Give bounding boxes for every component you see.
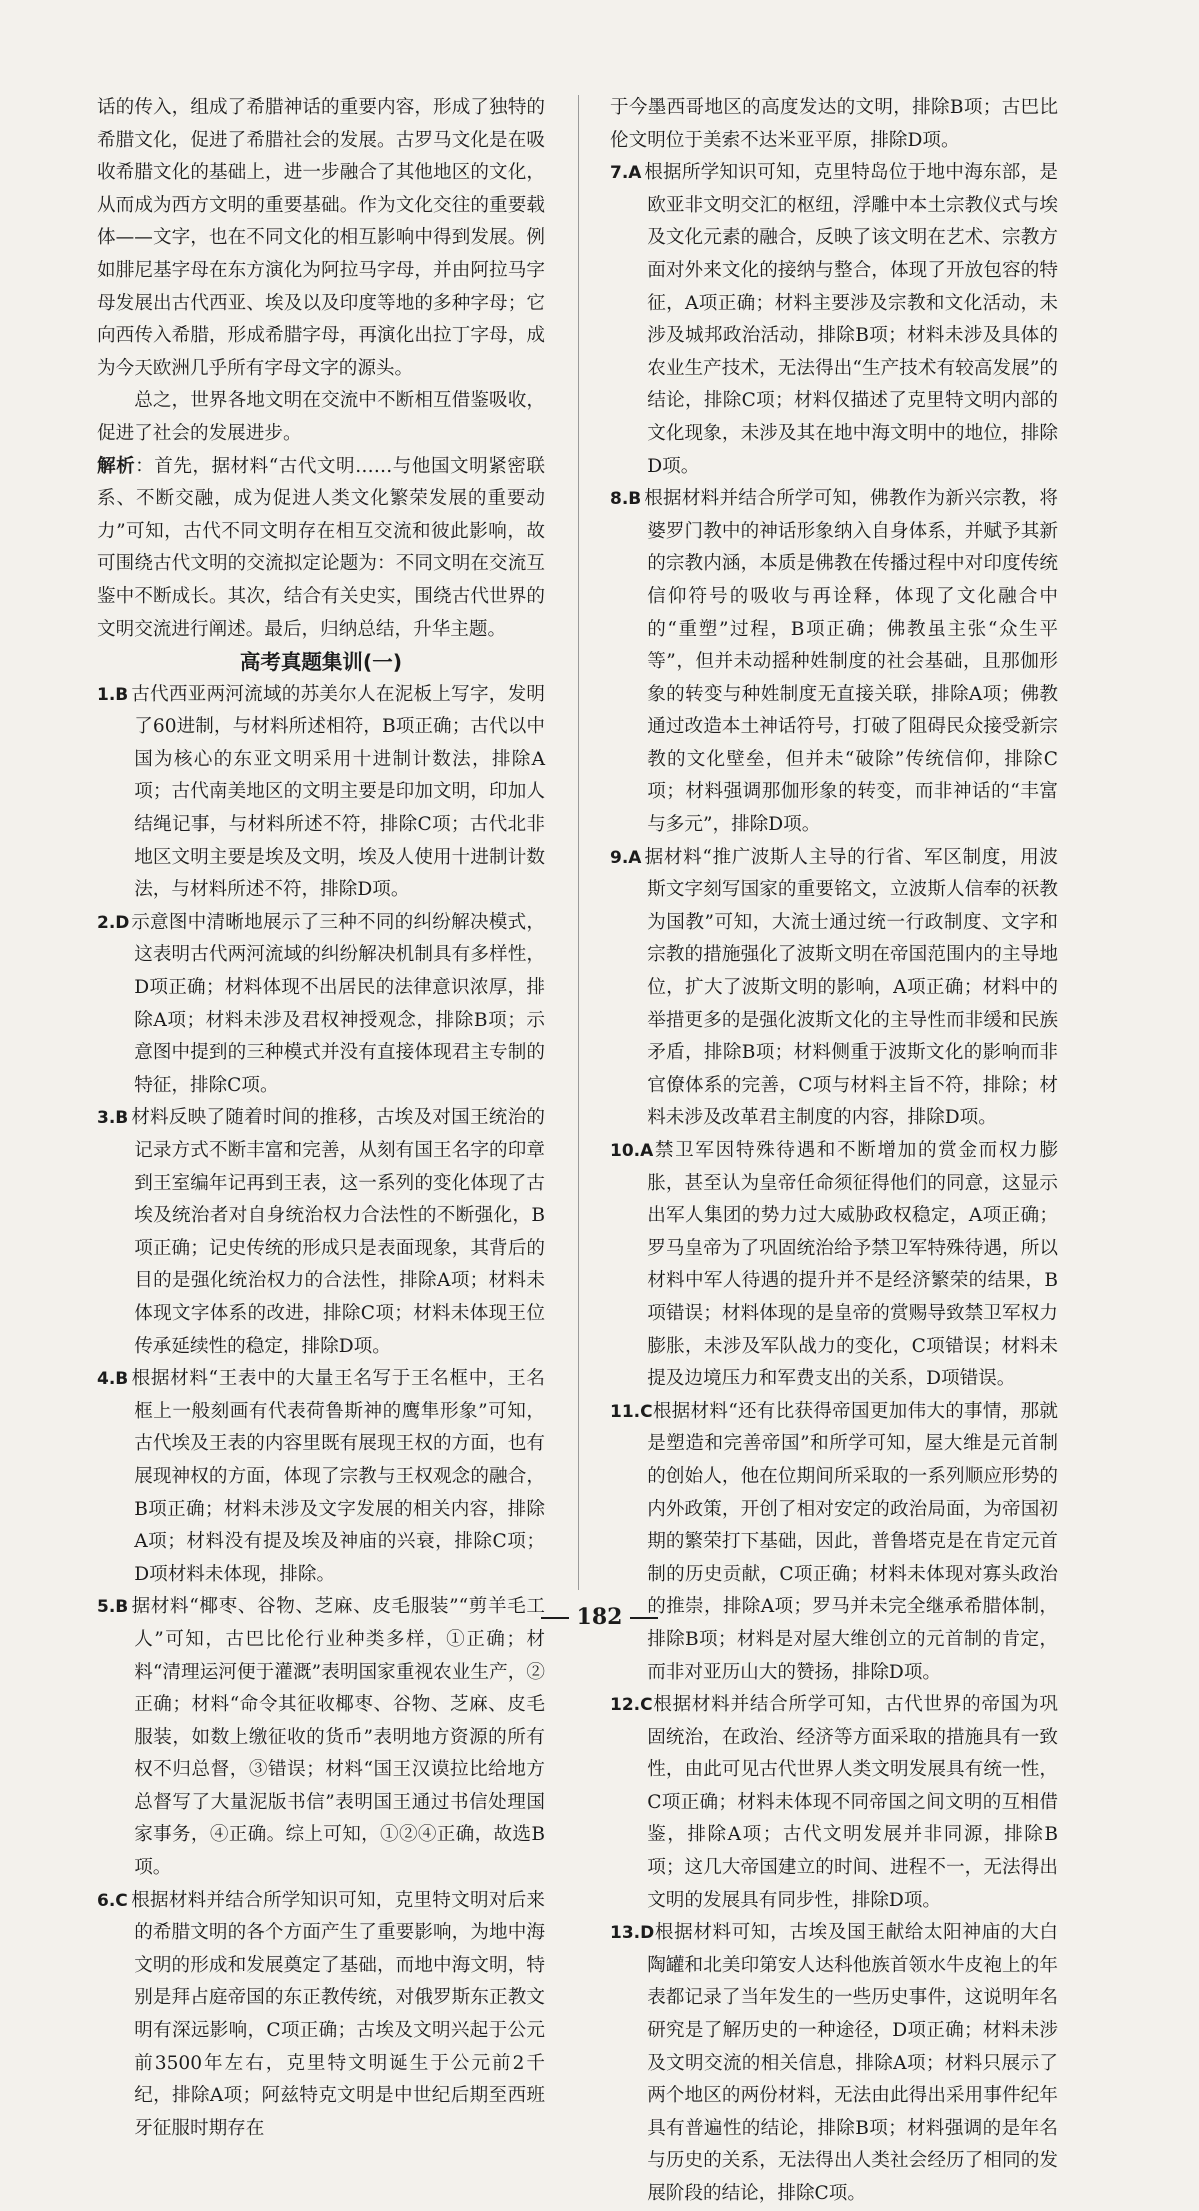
answer-text: 材料反映了随着时间的推移，古埃及对国王统治的记录方式不断丰富和完善，从刻有国王名字的印章到王室编年记再到王表，这一系列的变化体现了古埃及统治者对自身统治权力合法性的不断强化，B项正确；记史传统的形成只是表面现象，其背后的目的是强化统治权力的合法性，排除A项；材料未体现文字体系的改进，排除C项；材料未体现王位传承延续性的稳定，排除D项。 <box>131 1107 545 1357</box>
analysis-paragraph <box>97 451 545 647</box>
column-divider <box>578 95 579 1590</box>
answer-item-5 <box>97 1591 545 1884</box>
page-number-dash-left <box>541 1617 569 1619</box>
answer-text: 根据材料并结合所学可知，古代世界的帝国为巩固统治，在政治、经济等方面采取的措施具有一致性，由此可见古代世界人类文明发展具有统一性，C项正确；材料未体现不同帝国之间文明的互相借鉴，排除A项；古代文明发展并非同源，排除B项；这几大帝国建立的时间、进程不一，无法得出文明的发展具有同步性，排除D项。 <box>647 1694 1058 1911</box>
right-column <box>610 92 1058 2211</box>
answer-item-4 <box>97 1363 545 1591</box>
answer-text: 禁卫军因特殊待遇和不断增加的赏金而权力膨胀，甚至认为皇帝任命须征得他们的同意，这显示出军人集团的势力过大威胁政权稳定，A项正确；罗马皇帝为了巩固统治给予禁卫军特殊待遇，所以材料中军人待遇的提升并不是经济繁荣的结果，B项错误；材料体现的是皇帝的赏赐导致禁卫军权力膨胀，未涉及军队战力的变化，C项错误；材料未提及边境压力和军费支出的关系，D项错误。 <box>647 1140 1058 1390</box>
answer-item-3 <box>97 1102 545 1363</box>
answer-key: 2.D <box>97 912 130 933</box>
answer-key: 11.C <box>610 1401 653 1422</box>
answer-item-12 <box>610 1689 1058 1917</box>
answer-text: 据材料“推广波斯人主导的行省、军区制度，用波斯文字刻写国家的重要铭文，立波斯人信奉的祆教为国教”可知，大流士通过统一行政制度、文字和宗教的措施强化了波斯文明在帝国范围内的主导地位，扩大了波斯文明的影响，A项正确；材料中的举措更多的是强化波斯文化的主导性而非缓和民族矛盾，排除B项；材料侧重于波斯文化的影响而非官僚体系的完善，C项与材料主旨不符，排除；材料未涉及改革君主制度的内容，排除D项。 <box>644 846 1058 1129</box>
answer-text: 根据材料“还有比获得帝国更加伟大的事情，那就是塑造和完善帝国”和所学可知，屋大维是元首制的创始人，他在位期间所采取的一系列顺应形势的内外政策，开创了相对安定的政治局面，为帝国初期的繁荣打下基础，因此，普鲁塔克是在肯定元首制的历史贡献，C项正确；材料未体现对寡头政治的推崇，排除A项；罗马并未完全继承希腊体制，排除B项；材料是对屋大维创立的元首制的肯定，而非对亚历山大的赞扬，排除D项。 <box>647 1400 1058 1683</box>
answer-key: 12.C <box>610 1695 653 1716</box>
answer-item-7 <box>610 157 1058 483</box>
analysis-label: 解析 <box>97 455 136 477</box>
answer-key: 3.B <box>97 1108 129 1129</box>
answer-text: 根据材料并结合所学知识可知，克里特文明对后来的希腊文明的各个方面产生了重要影响，为地中海文明的形成和发展奠定了基础，而地中海文明，特别是拜占庭帝国的东正教传统，对俄罗斯东正教文明有深远影响，C项正确；古埃及文明兴起于公元前3500年左右，克里特文明诞生于公元前2千纪，排除A项；阿兹特克文明是中世纪后期至西班牙征服时期存在 <box>131 1889 545 2139</box>
answer-key: 7.A <box>610 163 642 184</box>
answer-item-11 <box>610 1396 1058 1689</box>
section-title: 高考真题集训(一) <box>239 650 403 675</box>
answer-item-10 <box>610 1135 1058 1396</box>
page-number-text: 182 <box>576 1604 623 1630</box>
answer-key: 6.C <box>97 1890 128 1911</box>
answer-key: 13.D <box>610 1923 655 1944</box>
page-number <box>0 1604 1199 1630</box>
answer-text: 根据材料并结合所学可知，佛教作为新兴宗教，将婆罗门教中的神话形象纳入自身体系，并赋予其新的宗教内涵，本质是佛教在传播过程中对印度传统信仰符号的吸收与再诠释，体现了文化融合中的“重塑”过程，B项正确；佛教虽主张“众生平等”，但并未动摇种姓制度的社会基础，且那伽形象的转变与种姓制度无直接关联，排除A项；佛教通过改造本土神话符号，打破了阻碍民众接受新宗教的文化壁垒，但并未“破除”传统信仰，排除C项；材料强调那伽形象的转变，而非神话的“丰富与多元”，排除D项。 <box>644 488 1058 836</box>
answer-key: 10.A <box>610 1141 654 1161</box>
answer-item-13 <box>610 1917 1058 2210</box>
answer-text: 示意图中清晰地展示了三种不同的纠纷解决模式，这表明古代两河流域的纠纷解决机制具有多样性，D项正确；材料体现不出居民的法律意识浓厚，排除A项；材料未涉及君权神授观念，排除B项；示意图中提到的三种模式并没有直接体现君主专制的特征，排除C项。 <box>131 911 545 1096</box>
page-number-dash-right <box>630 1617 658 1619</box>
answer-text: 据材料“椰枣、谷物、芝麻、皮毛服装”“剪羊毛工人”可知，古巴比伦行业种类多样，①正确；材料“清理运河便于灌溉”表明国家重视农业生产，②正确；材料“命令其征收椰枣、谷物、芝麻、皮毛服装，如数上缴征收的货币”表明地方资源的所有权不归总督，③错误；材料“国王汉谟拉比给地方总督写了大量泥版书信”表明国王通过书信处理国家事务，④正确。综上可知，①②④正确，故选B项。 <box>131 1596 545 1879</box>
answer-key: 9.A <box>610 847 642 868</box>
answer-item-6 <box>97 1885 545 2146</box>
answer-item-1 <box>97 679 545 907</box>
answer-text: 根据材料可知，古埃及国王献给太阳神庙的大白陶罐和北美印第安人达科他族首领水牛皮袍上的年表都记录了当年发生的一些历史事件，这说明年名研究是了解历史的一种途径，D项正确；材料未涉及文明交流的相关信息，排除A项；材料只展示了两个地区的两份材料，无法由此得出采用事件纪年具有普遍性的结论，排除B项；材料强调的是年名与历史的关系，无法得出人类社会经历了相同的发展阶段的结论，排除C项。 <box>647 1922 1058 2204</box>
essay-paragraph-2: 总之，世界各地文明在交流中不断相互借鉴吸收，促进了社会的发展进步。 <box>97 390 545 444</box>
answer-text: 古代西亚两河流域的苏美尔人在泥板上写字，发明了60进制，与材料所述相符，B项正确；古代以中国为核心的东亚文明采用十进制计数法，排除A项；古代南美地区的文明主要是印加文明，印加人结绳记事，与材料所述不符，排除C项；古代北非地区文明主要是埃及文明，埃及人使用十进制计数法，与材料所述不符，排除D项。 <box>131 683 545 901</box>
answer-item-8 <box>610 483 1058 842</box>
answer-item-2 <box>97 907 545 1103</box>
answer-key: 1.B <box>97 684 129 705</box>
answer-item-9 <box>610 842 1058 1135</box>
left-column <box>97 92 545 2145</box>
answer-text: 根据所学知识可知，克里特岛位于地中海东部，是欧亚非文明交汇的枢纽，浮雕中本土宗教仪式与埃及文化元素的融合，反映了该文明在艺术、宗教方面对外来文化的接纳与整合，体现了开放包容的特征，A项正确；材料主要涉及宗教和文化活动，未涉及城邦政治活动，排除B项；材料未涉及具体的农业生产技术，无法得出“生产技术有较高发展”的结论，排除C项；材料仅描述了克里特文明内部的文化现象，未涉及其在地中海文明中的地位，排除D项。 <box>644 162 1058 477</box>
continued-text: 于今墨西哥地区的高度发达的文明，排除B项；古巴比伦文明位于美索不达米亚平原，排除D项。 <box>610 97 1058 151</box>
answer-text: 根据材料“王表中的大量王名写于王名框中，王名框上一般刻画有代表荷鲁斯神的鹰隼形象”可知，古代埃及王表的内容里既有展现王权的方面，也有展现神权的方面，体现了宗教与王权观念的融合，B项正确；材料未涉及文字发展的相关内容，排除A项；材料没有提及埃及神庙的兴衰，排除C项；D项材料未体现，排除。 <box>131 1368 545 1585</box>
essay-paragraph-1: 话的传入，组成了希腊神话的重要内容，形成了独特的希腊文化，促进了希腊社会的发展。古罗马文化是在吸收希腊文化的基础上，进一步融合了其他地区的文化，从而成为西方文明的重要基础。作为文化交往的重要载体——文字，也在不同文化的相互影响中得到发展。例如腓尼基字母在东方演化为阿拉马字母，并由阿拉马字母发展出古代西亚、埃及以及印度等地的多种字母；它向西传入希腊，形成希腊字母，再演化出拉丁字母，成为今天欧洲几乎所有字母文字的源头。 <box>97 97 545 379</box>
answer-key: 8.B <box>610 489 642 510</box>
analysis-text: ：首先，据材料“古代文明……与他国文明紧密联系、不断交融，成为促进人类文化繁荣发展的重要动力”可知，古代不同文明存在相互交流和彼此影响，故可围绕古代文明的交流拟定论题为：不同文明在交流互鉴中不断成长。其次，结合有关史实，围绕古代世界的文明交流进行阐述。最后，归纳总结，升华主题。 <box>97 455 545 640</box>
answer-key: 5.B <box>97 1597 129 1618</box>
answer-key: 4.B <box>97 1369 129 1390</box>
